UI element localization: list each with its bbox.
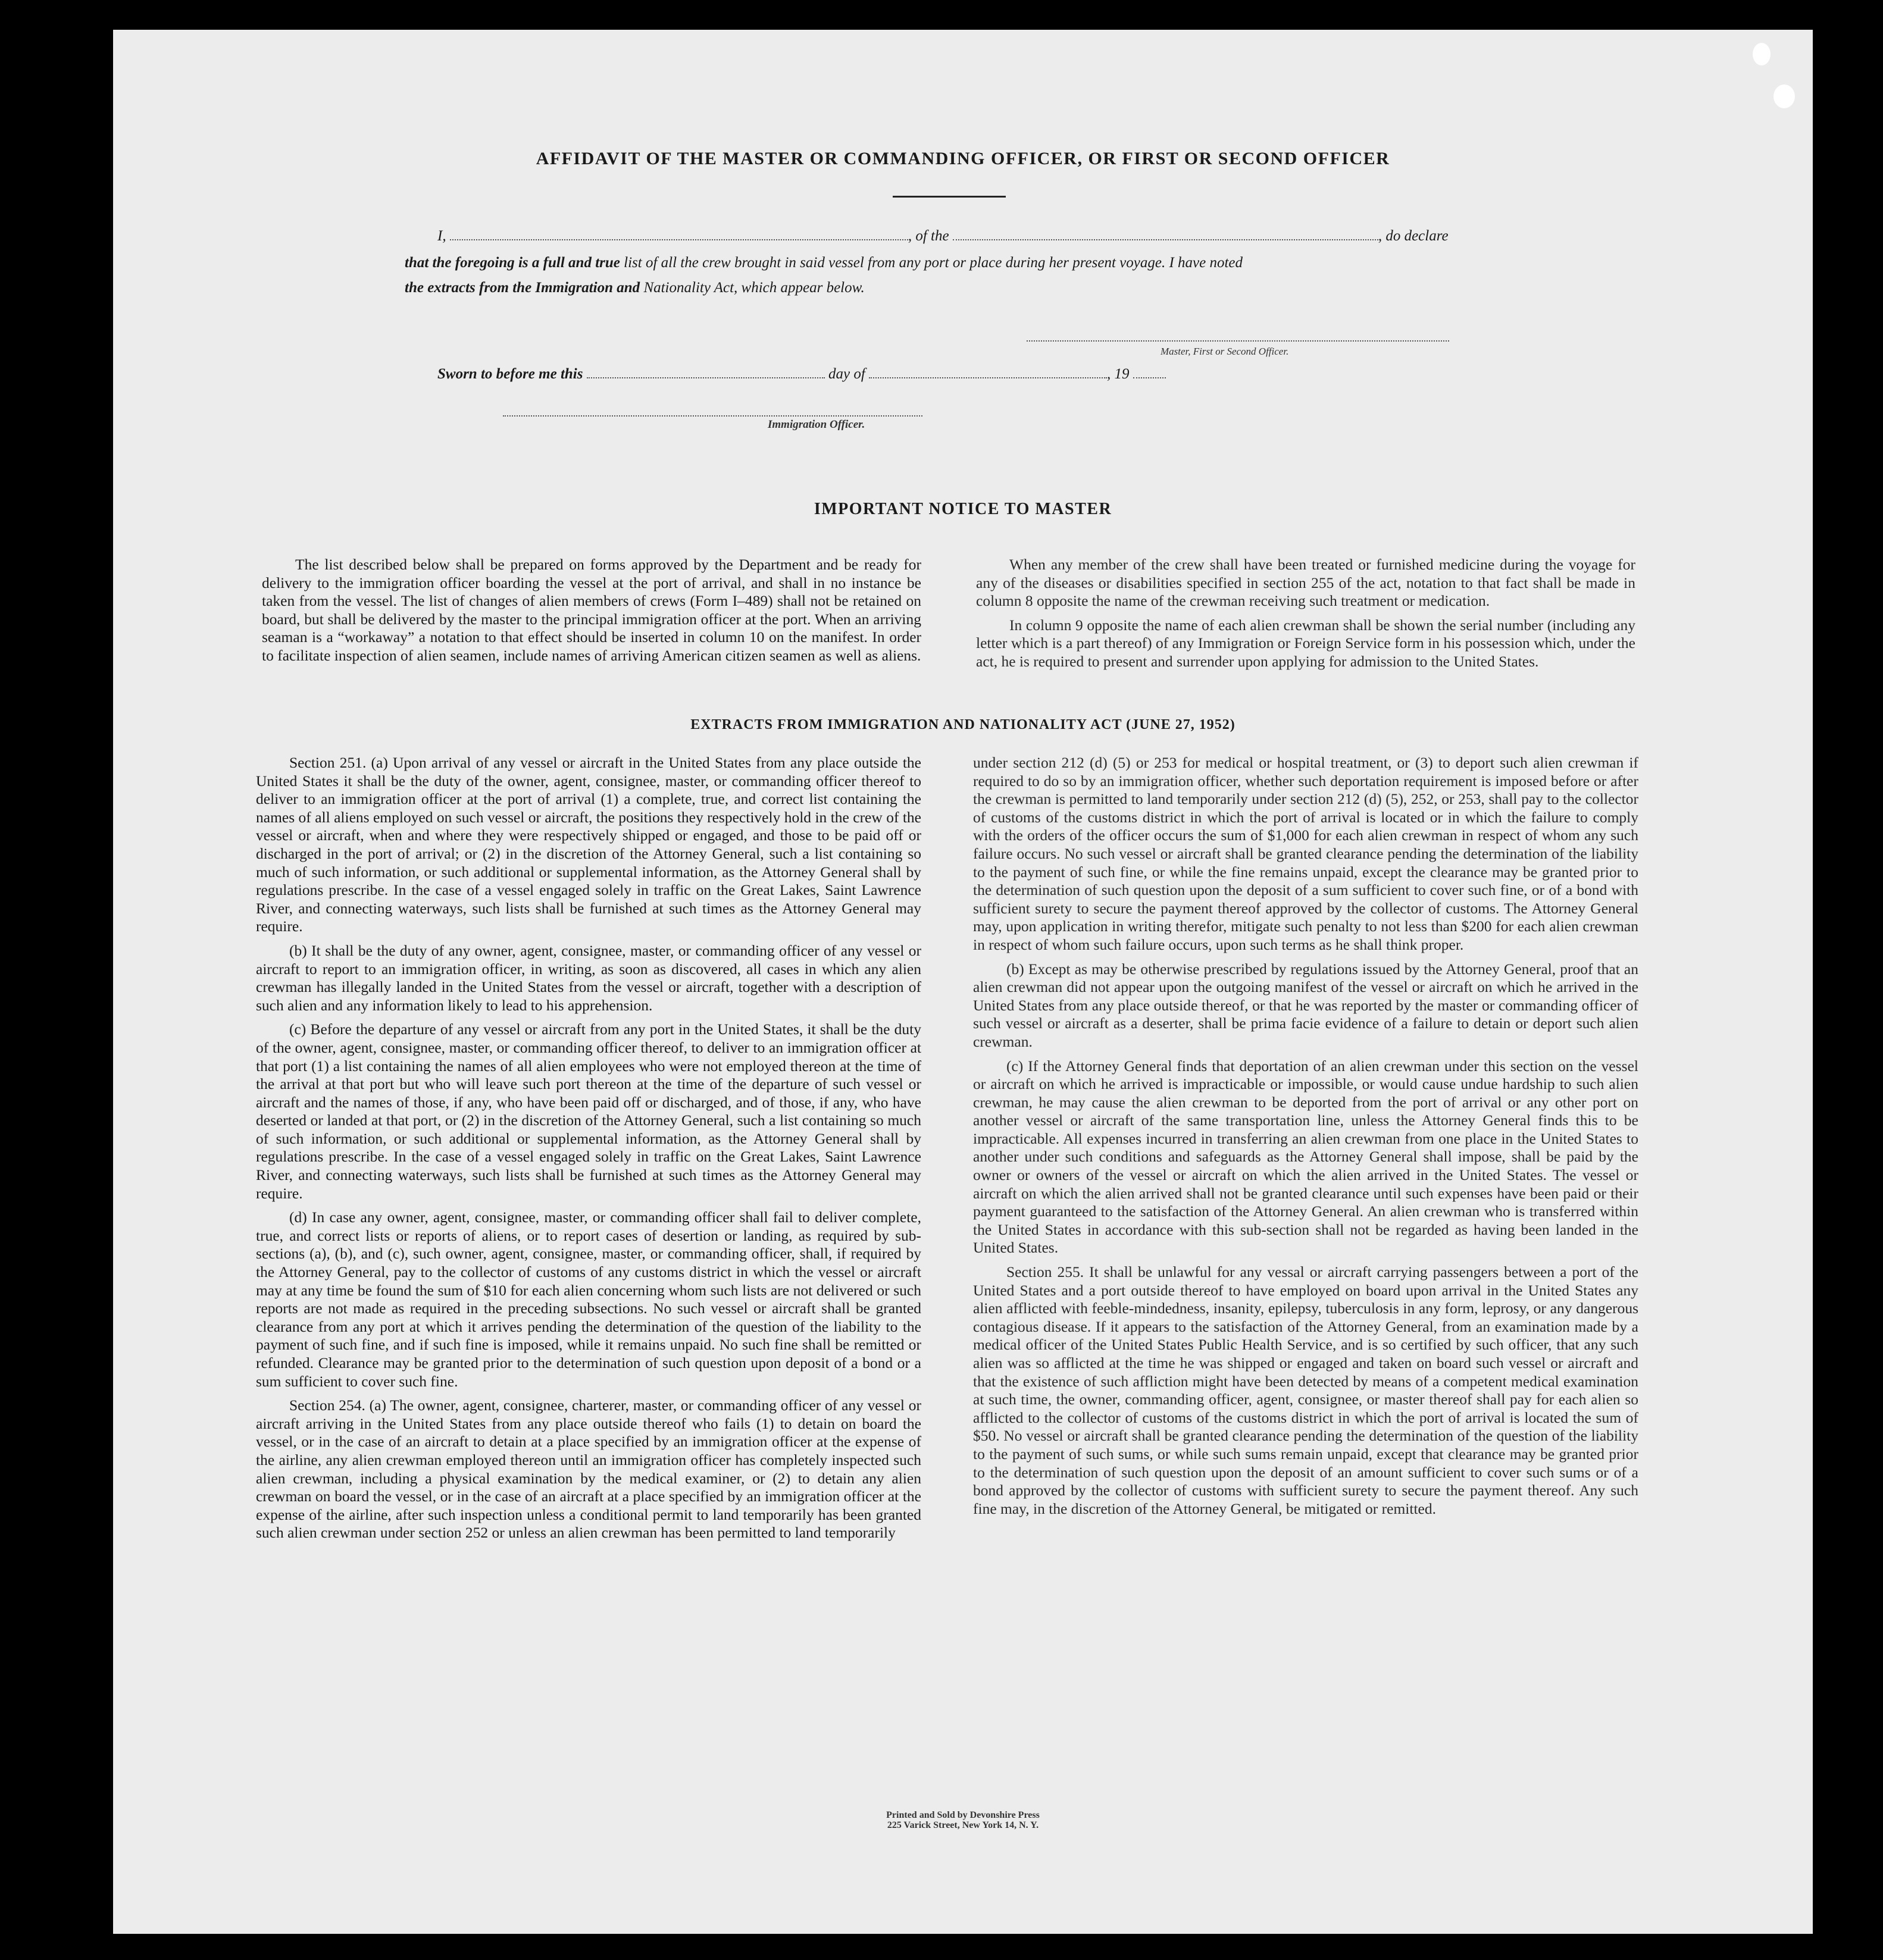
form-page (113, 30, 1813, 1934)
notice-right-column (976, 556, 1635, 677)
extract-paragraph: Section 254. (a) The owner, agent, consignee, charterer, master, or commanding officer of any vessel or aircraft arriving in the United States from any place outside thereof who fails (1) to detain on board the vessel, or in the case of an aircraft to detain at a place specified by an immigration officer at the expense of the airline, any alien crewman employed thereon until an immigration officer has completely inspected such alien crewman, including a physical examination by the medical examiner, or (2) to detain any alien crewman on board the vessel, or in the case of an aircraft at a place specified by an immigration officer at the expense of the airline, after such inspection unless a conditional permit to land temporarily has been granted such alien crewman under section 252 or unless an alien crewman has been permitted to land temporarily (256, 1397, 921, 1542)
year-label: , 19 (1107, 366, 1130, 382)
extract-paragraph: (c) Before the departure of any vessel or aircraft from any port in the United States, it shall be the duty of the owner, agent, consignee, master, or commanding officer thereof, to deliver to an immigration officer at that port (1) a list containing the names of all alien employees who were not employed thereon at the time of the arrival at that port but who will leave such port thereon at the time of the departure of such vessel or aircraft and the names of those, if any, who have been paid off or discharged, and of those, if any, who have deserted or landed at that port, or (2) in the discretion of the Attorney General, such a list containing so much of such information, or such additional or supplemental information, as the Attorney General shall by regulations prescribe. In the case of a vessel engaged solely in traffic on the Great Lakes, Saint Lawrence River, and connecting waterways, such lists shall be furnished at such times as the Attorney General may require. (256, 1020, 921, 1202)
extracts-lead: the extracts from the Immigration and (405, 280, 640, 296)
printer-imprint-line-2: 225 Varick Street, New York 14, N. Y. (887, 1820, 1039, 1830)
vessel-field[interactable] (953, 239, 1378, 240)
extracts-right-column (973, 754, 1638, 1524)
notice-left-paragraph: The list described below shall be prepared on forms approved by the Department and be ready for delivery to the immigration officer boarding the vessel at the port of arrival, and shall in no instance be taken from the vessel. The list of changes of alien members of crews (Form I–489) shall not be retained on board, but shall be delivered by the master to the principal immigration officer at the port. When an arriving seaman is a “workaway” a notation to that effect should be inserted in column 10 on the manifest. In order to facilitate inspection of alien seamen, include names of arriving American citizen seamen as well as aliens. (262, 556, 921, 664)
master-signature-label: Master, First or Second Officer. (1161, 346, 1289, 357)
extract-paragraph: Section 251. (a) Upon arrival of any vessel or aircraft in the United States from any place outside the United States it shall be the duty of the owner, agent, consignee, master, or commanding officer thereof to deliver to an immigration officer at the port of arrival (1) a complete, true, and correct list containing the names of all aliens employed on such vessel or aircraft, the positions they respectively hold in the crew of the vessel or aircraft, when and where they were respectively shipped or engaged, and those to be paid off or discharged in the port of arrival; or (2) in the discretion of the Attorney General, such a list containing so much of such information, or such additional or supplemental information, as the Attorney General shall by regulations prescribe. In the case of a vessel engaged solely in traffic on the Great Lakes, Saint Lawrence River, and connecting waterways, such lists shall be furnished at such times as the Attorney General may require. (256, 754, 921, 935)
sworn-line (437, 366, 1166, 383)
sworn-label: Sworn to before me this (437, 366, 583, 382)
declaration-line-1 (437, 228, 1449, 245)
extract-paragraph: (d) In case any owner, agent, consignee, master, or commanding officer shall fail to deliver complete, true, and correct lists or reports of aliens, or to report cases of desertion or landing, as required by sub-sections (a), (b), and (c), such owner, agent, consignee, master, or commanding officer, shall, if required by the Attorney General, pay to the collector of customs of any customs district in which the vessel or aircraft may at any time be found the sum of $10 for each alien concerning whom such lists are not delivered or such reports are not made as required in the preceding subsections. No such vessel or aircraft shall be granted clearance from any port at which it arrives pending the determination of the question of the liability to the payment of such fine, and if such fine is imposed, while it remains unpaid. No such fine shall be remitted or refunded. Clearance may be granted prior to the determination of such question upon deposit of a bond or a sum sufficient to cover such fine. (256, 1208, 921, 1390)
notice-left-column (262, 556, 921, 671)
of-the-label: , of the (908, 228, 949, 244)
sworn-year-field[interactable] (1133, 377, 1166, 378)
declaration-line-2 (405, 255, 1243, 271)
extract-paragraph: (c) If the Attorney General finds that deportation of an alien crewman under this section on the vessel or aircraft on which he arrived is impracticable or impossible, or would cause undue hardship to such alien crewman, he may cause the alien crewman to be deported from the port of arrival or any other port on another vessel or aircraft of the same transportation line, unless the Attorney General finds this to be impracticable. All expenses incurred in transferring an alien crewman from one place in the United States to another under such conditions and safeguards as the Attorney General shall impose, shall be paid by the owner or owners of the vessel or aircraft on which the alien arrived in the United States. The vessel or aircraft on which the alien arrived shall not be granted clearance until such expenses have been paid or their payment guaranteed to the satisfaction of the Attorney General. An alien crewman who is transferred within the United States in accordance with this sub-section shall not be regarded as having been landed in the United States. (973, 1057, 1638, 1257)
printer-imprint (113, 1810, 1813, 1830)
extracts-left-column (256, 754, 921, 1548)
extract-paragraph: (b) Except as may be otherwise prescribed by regulations issued by the Attorney General, proof that an alien crewman did not appear upon the outgoing manifest of the vessel or aircraft on which he arrived in the United States from any place outside thereof, or that he was reported by the master or commanding officer of such vessel or aircraft as a deserter, shall be prima facie evidence of a failure to detain or deport such alien crewman. (973, 960, 1638, 1050)
officer-signature-label: Immigration Officer. (768, 418, 865, 431)
name-field[interactable] (450, 239, 908, 240)
punch-hole-mark (1753, 43, 1771, 65)
day-of-label: day of (828, 366, 865, 382)
printer-imprint-line-1: Printed and Sold by Devonshire Press (886, 1810, 1040, 1820)
extract-paragraph: under section 212 (d) (5) or 253 for medical or hospital treatment, or (3) to deport such alien crewman if required to do so by an immigration officer, whether such deportation requirement is imposed before or after the crewman is permitted to land temporarily under section 212 (d) (5), 252, or 253, shall pay to the collector of customs of the customs district in which the port of arrival is located or in which the failure to comply with the orders of the officer occurs the sum of $1,000 for each alien crewman in respect of whom any such failure occurs. No such vessel or aircraft shall be granted clearance pending the determination of the liability to the payment of such fine, or while the fine remains unpaid, except the clearance may be granted prior to the determination of such question upon the deposit of a sum sufficient to cover such fine, or of a bond with sufficient surety to secure the payment thereof approved by the collector of customs. The Attorney General may, upon application in writing therefor, mitigate such penalty to not less than $200 for each alien crewman in respect of whom such failure occurs, upon such terms as he shall think proper. (973, 754, 1638, 953)
declaration-lead: that the foregoing is a full and true (405, 255, 620, 271)
i-label: I, (437, 228, 446, 244)
title-divider (893, 196, 1006, 198)
officer-signature-line[interactable] (503, 415, 922, 417)
declaration-line-3 (405, 280, 865, 296)
punch-hole-mark (1773, 84, 1795, 108)
master-signature-line[interactable] (1027, 340, 1449, 342)
extracts-heading: EXTRACTS FROM IMMIGRATION AND NATIONALITY ACT (JUNE 27, 1952) (690, 717, 1235, 732)
notice-right-paragraph-1: When any member of the crew shall have been treated or furnished medicine during the voyage for any of the diseases or disabilities specified in section 255 of the act, notation to that fact shall be made in column 8 opposite the name of the crewman receiving such treatment or medication. (976, 556, 1635, 610)
declaration-rest: list of all the crew brought in said vessel from any port or place during her present voyage. I have noted (624, 255, 1243, 271)
extract-paragraph: Section 255. It shall be unlawful for any vessal or aircraft carrying passengers between a port of the United States and a port outside thereof to have employed on board upon arrival in the United States any alien afflicted with feeble-mindedness, insanity, epilepsy, tuberculosis in any form, leprosy, or any dangerous contagious disease. If it appears to the satisfaction of the Attorney General, from an examination made by a medical officer of the United States Public Health Service, and is so certified by such officer, that any such alien was so afflicted at the time he was shipped or engaged and taken on board such vessel or aircraft and that the existence of such affliction might have been detected by means of a competent medical examination at such time, the owner, commanding officer, agent, consignee, or master thereof shall pay for each alien so afflicted to the collector of customs of the customs district in which the port of arrival is located the sum of $50. No vessel or aircraft shall be granted clearance pending the determination of the question of the liability to the payment of such sums, or while such sums remain unpaid, except that clearance may be granted prior to the determination of such question upon the deposit of an amount sufficient to cover such sums or of a bond approved by the collector of customs with sufficient surety to secure the payment thereof. Any such fine may, in the discretion of the Attorney General, be mitigated or remitted. (973, 1263, 1638, 1517)
sworn-month-field[interactable] (869, 377, 1107, 378)
extracts-rest: Nationality Act, which appear below. (643, 280, 865, 296)
notice-heading: IMPORTANT NOTICE TO MASTER (814, 500, 1112, 518)
extract-paragraph: (b) It shall be the duty of any owner, agent, consignee, master, or commanding officer of any vessel or aircraft to report to an immigration officer, in writing, as soon as discovered, all cases in which any alien crewman has illegally landed in the United States from the vessel or aircraft, together with a description of such alien and any information likely to lead to his apprehension. (256, 941, 921, 1014)
sworn-day-field[interactable] (587, 377, 825, 378)
do-declare-label: , do declare (1378, 228, 1449, 244)
notice-right-paragraph-2: In column 9 opposite the name of each alien crewman shall be shown the serial number (including any letter which is a part thereof) of any Immigration or Foreign Service form in his possession which, under the act, he is required to present and surrender upon applying for admission to the United States. (976, 616, 1635, 670)
affidavit-title: AFFIDAVIT OF THE MASTER OR COMMANDING OFFICER, OR FIRST OR SECOND OFFICER (536, 149, 1390, 168)
